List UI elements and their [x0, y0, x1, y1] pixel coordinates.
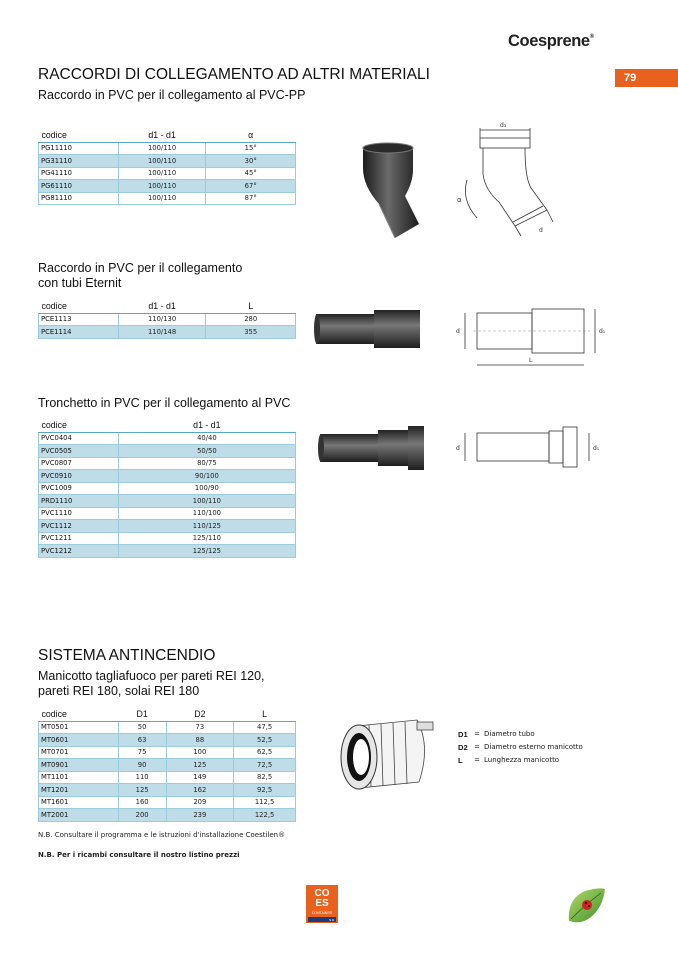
col-header: d1 - d1 [118, 419, 295, 432]
table-cell: 125 [166, 759, 234, 772]
table-row [39, 457, 296, 470]
table-cell: 90 [118, 759, 166, 772]
table-row [39, 167, 296, 180]
table-row [39, 796, 296, 809]
table-cell: 75 [118, 746, 166, 759]
section-title-raccordi: RACCORDI DI COLLEGAMENTO AD ALTRI MATERIALI [38, 66, 430, 83]
brand-mark: ® [589, 34, 594, 40]
table-cell: 92,5 [234, 784, 296, 797]
logo-line3: CONTAINER [311, 911, 333, 915]
table-row [39, 192, 296, 205]
table-row [39, 495, 296, 508]
table-cell: 280 [206, 313, 296, 326]
leaf-ladybug-icon [565, 885, 607, 925]
note-installation: N.B. Consultare il programma e le istruzioni d'installazione Coestilen® [38, 831, 286, 839]
product-code: MT0701 [39, 746, 119, 759]
col-header: L [234, 708, 296, 721]
table-cell: 88 [166, 734, 234, 747]
table-cell: 100 [166, 746, 234, 759]
table-tronchetto [38, 419, 296, 558]
product-code: MT1601 [39, 796, 119, 809]
product-code: PVC1212 [39, 545, 119, 558]
legend-eq: = [474, 730, 480, 738]
product-code: PVC0404 [39, 432, 119, 445]
section2-subtitle-line1: Raccordo in PVC per il collegamento [38, 261, 243, 275]
table-cell: 110/125 [118, 520, 295, 533]
dim-label-l: L [529, 357, 533, 364]
table-row [39, 155, 296, 168]
dim-label-d1: d₁ [593, 445, 600, 452]
table-cell: 62,5 [234, 746, 296, 759]
table-cell: 100/110 [118, 142, 206, 155]
table-row [39, 470, 296, 483]
col-header: L [206, 300, 296, 313]
product-code: MT0601 [39, 734, 119, 747]
table-cell: 122,5 [234, 809, 296, 822]
table-row [39, 532, 296, 545]
table-cell: 72,5 [234, 759, 296, 772]
table-row [39, 180, 296, 193]
table-cell: 15° [206, 142, 296, 155]
col-header: codice [39, 129, 119, 142]
col-header: α [206, 129, 296, 142]
dim-label-d: d [539, 227, 543, 234]
table-cell: 112,5 [234, 796, 296, 809]
product-code: PRD1110 [39, 495, 119, 508]
section-title-antincendio: SISTEMA ANTINCENDIO [38, 647, 216, 664]
legend-desc: Diametro tubo [484, 730, 535, 738]
table-cell: 162 [166, 784, 234, 797]
table-cell: 125/110 [118, 532, 295, 545]
table-row [39, 142, 296, 155]
product-code: PG61110 [39, 180, 119, 193]
table-cell: 67° [206, 180, 296, 193]
table-cell: 355 [206, 326, 296, 339]
product-code: MT1101 [39, 771, 119, 784]
table-cell: 82,5 [234, 771, 296, 784]
product-code: PG31110 [39, 155, 119, 168]
table-cell: 110/100 [118, 507, 295, 520]
col-header: codice [39, 419, 119, 432]
table-cell: 125 [118, 784, 166, 797]
table-row [39, 313, 296, 326]
table-cell: 125/125 [118, 545, 295, 558]
legend-key: L [458, 756, 463, 765]
table-row [39, 809, 296, 822]
product-code: MT0901 [39, 759, 119, 772]
table-cell: 73 [166, 721, 234, 734]
legend-row [458, 728, 583, 741]
table-cell: 110/130 [118, 313, 206, 326]
pvc-stub-drawing [455, 425, 605, 473]
legend-row [458, 741, 583, 754]
product-code: PVC0910 [39, 470, 119, 483]
table-row [39, 545, 296, 558]
table-row [39, 326, 296, 339]
table-cell: 100/110 [118, 155, 206, 168]
product-code: PVC1009 [39, 482, 119, 495]
table-cell: 200 [118, 809, 166, 822]
table-row [39, 784, 296, 797]
product-code: PCE1114 [39, 326, 119, 339]
table-cell: 50/50 [118, 445, 295, 458]
table-cell: 63 [118, 734, 166, 747]
table-row [39, 759, 296, 772]
table-cell: 90/100 [118, 470, 295, 483]
table-row [39, 482, 296, 495]
table-cell: 47,5 [234, 721, 296, 734]
section4-subtitle-line2: pareti REI 180, solai REI 180 [38, 684, 200, 698]
product-code: MT2001 [39, 809, 119, 822]
table-cell: 30° [206, 155, 296, 168]
table-row [39, 520, 296, 533]
dim-label-d3: d₃ [500, 122, 507, 129]
table-cell: 160 [118, 796, 166, 809]
table-cell: 100/110 [118, 495, 295, 508]
section4-subtitle-line1: Manicotto tagliafuoco per pareti REI 120, [38, 669, 265, 683]
table-cell: 149 [166, 771, 234, 784]
eternit-adapter-photo [314, 308, 424, 350]
product-code: PVC0505 [39, 445, 119, 458]
dim-label-d: d [456, 328, 460, 335]
table-row [39, 507, 296, 520]
table-cell: 110 [118, 771, 166, 784]
table-cell: 100/110 [118, 180, 206, 193]
legend-row [458, 754, 583, 767]
table-cell: 87° [206, 192, 296, 205]
product-code: MT0501 [39, 721, 119, 734]
note-spare-parts: N.B. Per i ricambi consultare il nostro listino prezzi [38, 851, 240, 859]
brand-logo [508, 32, 594, 51]
dim-label-d1: d₁ [599, 328, 606, 335]
col-header: d1 - d1 [118, 300, 206, 313]
legend-key: D1 [458, 730, 468, 739]
coes-logo [306, 885, 338, 923]
table-row [39, 432, 296, 445]
eternit-adapter-drawing [455, 305, 610, 373]
table-cell: 100/110 [118, 167, 206, 180]
product-code: PVC1110 [39, 507, 119, 520]
product-code: PCE1113 [39, 313, 119, 326]
table-cell: 239 [166, 809, 234, 822]
table-cell: 80/75 [118, 457, 295, 470]
table-cell: 209 [166, 796, 234, 809]
table-row [39, 445, 296, 458]
product-code: MT1201 [39, 784, 119, 797]
logo-line2: ES [315, 898, 329, 909]
elbow-fitting-photo [355, 138, 425, 243]
dim-label-d: d [456, 445, 460, 452]
legend-eq: = [474, 756, 480, 764]
col-header: codice [39, 708, 119, 721]
pvc-stub-photo [318, 424, 428, 470]
table-cell: 40/40 [118, 432, 295, 445]
product-code: PG81110 [39, 192, 119, 205]
fire-collar-drawing [335, 712, 440, 796]
table-cell: 100/110 [118, 192, 206, 205]
table-row [39, 771, 296, 784]
col-header: D2 [166, 708, 234, 721]
table-cell: 52,5 [234, 734, 296, 747]
logo-line4: N.R. [329, 918, 335, 922]
section2-subtitle-line2: con tubi Eternit [38, 276, 122, 290]
table-cell: 100/90 [118, 482, 295, 495]
table-row [39, 734, 296, 747]
dim-label-alpha: α [457, 196, 462, 204]
table-row [39, 721, 296, 734]
legend-desc: Lunghezza manicotto [484, 756, 560, 764]
col-header: D1 [118, 708, 166, 721]
table-eternit [38, 300, 296, 339]
table-cell: 45° [206, 167, 296, 180]
col-header: d1 - d1 [118, 129, 206, 142]
col-header: codice [39, 300, 119, 313]
table-manicotto [38, 708, 296, 822]
product-code: PG41110 [39, 167, 119, 180]
legend-key: D2 [458, 743, 468, 752]
product-code: PG11110 [39, 142, 119, 155]
table-cell: 110/148 [118, 326, 206, 339]
dimension-legend [458, 728, 583, 767]
product-code: PVC0807 [39, 457, 119, 470]
legend-eq: = [474, 743, 480, 751]
table-pvc-pp [38, 129, 296, 205]
section1-subtitle: Raccordo in PVC per il collegamento al PVC-PP [38, 88, 306, 102]
table-cell: 50 [118, 721, 166, 734]
legend-desc: Diametro esterno manicotto [484, 743, 583, 751]
logo-line1: CO [314, 888, 330, 899]
brand-name: Coesprene [508, 32, 590, 50]
product-code: PVC1211 [39, 532, 119, 545]
page-number: 79 [615, 69, 678, 87]
table-row [39, 746, 296, 759]
product-code: PVC1112 [39, 520, 119, 533]
elbow-fitting-drawing [455, 118, 565, 240]
section3-subtitle: Tronchetto in PVC per il collegamento al PVC [38, 396, 291, 410]
